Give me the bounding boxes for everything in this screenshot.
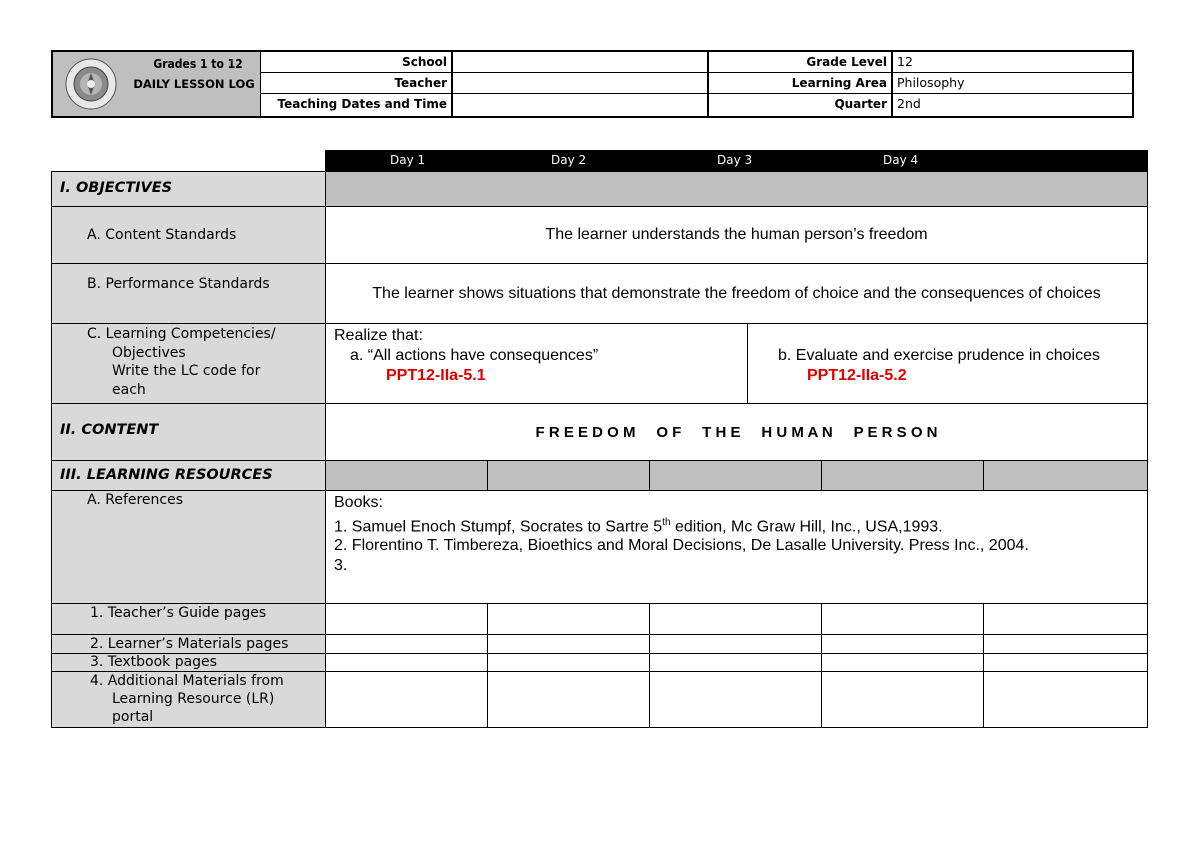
teachers-guide-label: 1. Teacher’s Guide pages (51, 603, 326, 635)
tb-day2-cell[interactable] (487, 653, 650, 672)
day-1-header: Day 1 (390, 150, 425, 171)
tb-day4-cell[interactable] (821, 653, 984, 672)
learning-resources-heading: III. LEARNING RESOURCES (51, 460, 326, 491)
lm-day4-cell[interactable] (821, 634, 984, 654)
additional-materials-label (51, 671, 326, 728)
tb-day3-cell[interactable] (649, 653, 822, 672)
am-day4-cell[interactable] (821, 671, 984, 728)
day-3-header: Day 3 (717, 150, 752, 171)
teacher-field[interactable] (453, 73, 707, 93)
lc-label-line-4: each (112, 381, 146, 398)
lc-label-line-3: Write the LC code for (112, 363, 261, 379)
objectives-heading: I. OBJECTIVES (51, 171, 326, 207)
learning-area-field[interactable]: Philosophy (897, 75, 965, 90)
learning-area-label: Learning Area (709, 73, 891, 93)
tg-day2-cell[interactable] (487, 603, 650, 635)
book-1-rest: edition, Mc Graw Hill, Inc., USA,1993. (670, 517, 943, 535)
tg-day5-cell[interactable] (983, 603, 1148, 635)
book-1-sup: th (662, 516, 671, 528)
content-heading: II. CONTENT (51, 403, 326, 461)
competency-b-code: PPT12-IIa-5.2 (807, 367, 907, 384)
day-4-header: Day 4 (883, 150, 918, 171)
school-label: School (261, 52, 451, 72)
tb-day5-cell[interactable] (983, 653, 1148, 672)
lm-day5-cell[interactable] (983, 634, 1148, 654)
book-1 (334, 513, 1147, 537)
grade-level-label: Grade Level (709, 52, 891, 72)
header-row-1 (261, 52, 1134, 73)
performance-standards-value[interactable]: The learner shows situations that demonstrate the freedom of choice and the consequences of choices (325, 263, 1148, 324)
book-3: 3. (334, 556, 348, 574)
realize-text: Realize that: (334, 327, 423, 344)
am-day2-cell[interactable] (487, 671, 650, 728)
am-day5-cell[interactable] (983, 671, 1148, 728)
content-value[interactable]: F R E E D O M O F T H E H U M A N P E R S O N (325, 403, 1148, 461)
am-label-line-1: 4. Additional Materials from (90, 673, 284, 689)
tg-day4-cell[interactable] (821, 603, 984, 635)
tg-day3-cell[interactable] (649, 603, 822, 635)
day-2-header: Day 2 (551, 150, 586, 171)
header-logo-area (53, 52, 261, 116)
school-field[interactable] (453, 52, 707, 72)
dates-label: Teaching Dates and Time (261, 94, 451, 116)
book-2: 2. Florentino T. Timbereza, Bioethics and Moral Decisions, De Lasalle University. Press Inc., 2004. (334, 537, 1029, 555)
teacher-label: Teacher (261, 73, 451, 93)
lr-gray-day1 (325, 460, 488, 491)
lesson-log-header (51, 50, 1134, 118)
am-day3-cell[interactable] (649, 671, 822, 728)
dates-field[interactable] (453, 94, 707, 116)
quarter-label: Quarter (709, 94, 891, 116)
competency-b-cell[interactable] (747, 323, 1148, 404)
am-day1-cell[interactable] (325, 671, 488, 728)
competency-b-text: b. Evaluate and exercise prudence in choices (778, 347, 1100, 364)
am-label-line-2: Learning Resource (LR) (112, 691, 275, 707)
lc-label-line-1: C. Learning Competencies/ (87, 326, 276, 342)
lr-gray-day2 (487, 460, 650, 491)
lc-label-line-2: Objectives (112, 344, 186, 361)
header-row-2 (261, 73, 1134, 94)
lr-gray-day3 (649, 460, 822, 491)
performance-standards-label: B. Performance Standards (51, 263, 326, 324)
competency-a-code: PPT12-IIa-5.1 (386, 367, 486, 384)
references-label: A. References (51, 490, 326, 604)
competency-a-text: a. “All actions have consequences” (350, 347, 599, 364)
competency-a-cell[interactable] (325, 323, 748, 404)
grade-level-field[interactable]: 12 (897, 54, 913, 69)
references-cell[interactable] (325, 490, 1148, 604)
tg-day1-cell[interactable] (325, 603, 488, 635)
header-row-3 (261, 94, 1134, 116)
learning-competencies-label (51, 323, 326, 404)
content-standards-value[interactable]: The learner understands the human person’s freedom (325, 206, 1148, 264)
lm-day1-cell[interactable] (325, 634, 488, 654)
lm-day3-cell[interactable] (649, 634, 822, 654)
tb-day1-cell[interactable] (325, 653, 488, 672)
lr-gray-day4 (821, 460, 984, 491)
am-label-line-3: portal (112, 709, 154, 725)
textbook-pages-label: 3. Textbook pages (51, 653, 326, 672)
objectives-gray-band (325, 171, 1148, 207)
lesson-log-table (51, 150, 1148, 728)
lm-day2-cell[interactable] (487, 634, 650, 654)
deped-seal-icon (65, 58, 117, 110)
books-label: Books: (334, 494, 383, 511)
learners-materials-label: 2. Learner’s Materials pages (51, 634, 326, 654)
book-1-text: 1. Samuel Enoch Stumpf, Socrates to Sartre 5 (334, 517, 663, 535)
grades-label: Grades 1 to 12 (153, 57, 243, 71)
daily-lesson-log-title: DAILY LESSON LOG (133, 77, 255, 91)
content-standards-label: A. Content Standards (51, 206, 326, 264)
lr-gray-day5 (983, 460, 1148, 491)
quarter-field[interactable]: 2nd (897, 96, 921, 111)
